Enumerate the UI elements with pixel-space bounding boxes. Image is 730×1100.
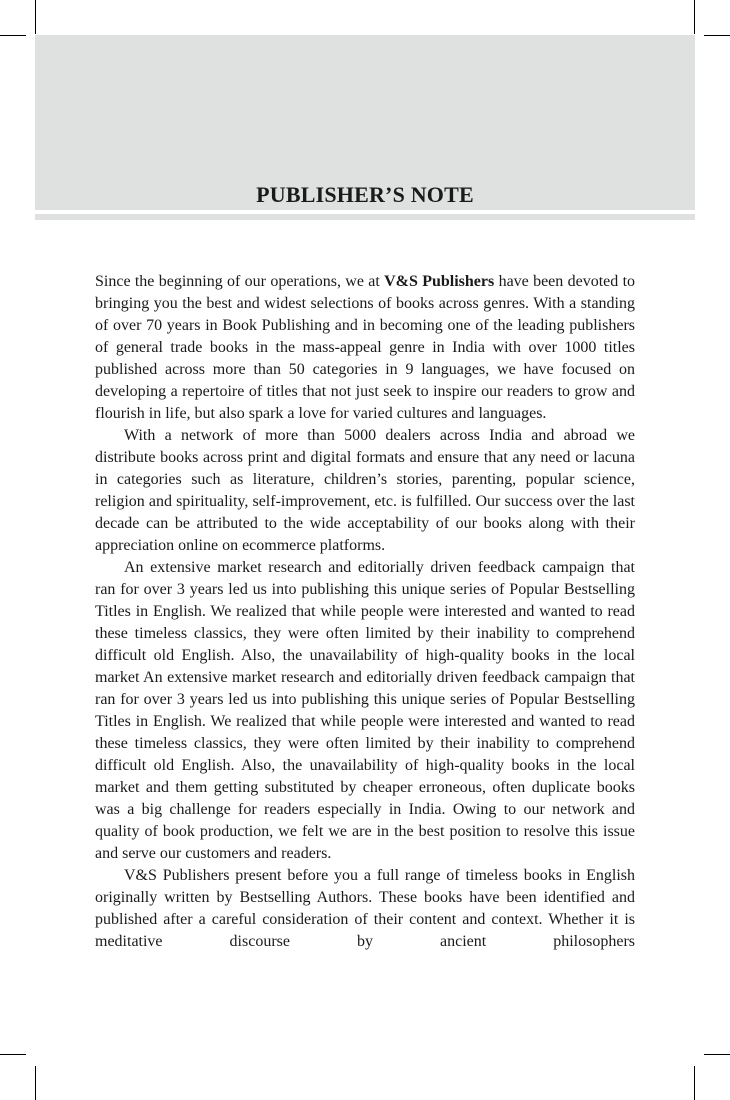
crop-mark-top-left <box>35 0 36 34</box>
crop-mark-top-right <box>704 35 730 36</box>
paragraph-3: An extensive market research and editorially driven feedback campaign that ran for over 3 years led us into publishing this unique series of Popular Bestselling Titles in English. We realized that while people were interested and wanted to read these timeless classics, they were often limited by their inability to comprehend difficult old English. Also, the unavailability of high-quality books in the local market An extensive market research and editorially driven feedback campaign that ran for over 3 years led us into publishing this unique series of Popular Bestselling Titles in English. We realized that while people were interested and wanted to read these timeless classics, they were often limited by their inability to comprehend difficult old English. Also, the unavailability of high-quality books in the local market and them getting substituted by cheaper erroneous, often duplicate books was a big challenge for readers especially in India. Owing to our network and quality of book production, we felt we are in the best position to resolve this issue and serve our customers and readers. <box>95 559 635 862</box>
paragraph-4: V&S Publishers present before you a full range of timeless books in English originally written by Bestselling Authors. These books have been identified and published after a careful consideration of their content and context. Whether it is meditative discourse by ancient philosophers <box>95 867 635 950</box>
publisher-name: V&S Publishers <box>384 273 495 290</box>
crop-mark-top-right <box>694 0 695 34</box>
crop-mark-bottom-right <box>694 1066 695 1100</box>
body-text <box>95 271 635 953</box>
crop-mark-bottom-right <box>704 1054 730 1055</box>
header-rule <box>35 214 695 220</box>
paragraph-1 <box>95 271 635 425</box>
crop-mark-bottom-left <box>0 1054 26 1055</box>
paragraph-2: With a network of more than 5000 dealers across India and abroad we distribute books across print and digital formats and ensure that any need or lacuna in categories such as literature, children’s stories, parenting, popular science, religion and spirituality, self-improvement, etc. is fulfilled. Our success over the last decade can be attributed to the wide acceptability of our books along with their appreciation online on ecommerce platforms. <box>95 427 635 554</box>
page-title: PUBLISHER’S NOTE <box>256 182 474 207</box>
crop-mark-top-left <box>0 35 26 36</box>
paragraph-1-lead: Since the beginning of our operations, we at <box>95 273 385 290</box>
crop-mark-bottom-left <box>35 1066 36 1100</box>
paragraph-1-rest: have been devoted to bringing you the best and widest selections of books across genres. With a standing of over 70 years in Book Publishing and in becoming one of the leading publishers of general trade books in the mass-appeal genre in India with over 1000 titles published across more than 50 categories in 9 languages, we have focused on developing a repertoire of titles that not just seek to inspire our readers to grow and flourish in life, but also spark a love for varied cultures and languages. <box>95 273 636 422</box>
